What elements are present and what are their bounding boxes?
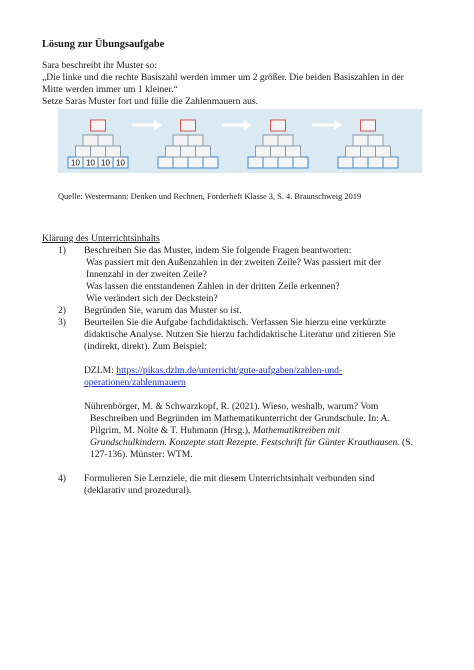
arrow-head-icon — [154, 120, 162, 130]
intro-line: Setze Saras Muster fort und fülle die Zahlenmauern aus. — [42, 96, 259, 107]
document-title: Lösung zur Übungsaufgabe — [42, 39, 165, 50]
item-number: 4) — [58, 473, 66, 484]
intro-line: Mitte werden immer um 1 kleiner.“ — [42, 84, 178, 95]
pikas-link[interactable]: https://pikas.dzlm.de/unterricht/gute-aufgaben/zahlen-und- — [116, 365, 343, 376]
dzlm-label: DZLM: — [84, 365, 114, 376]
list-item — [42, 473, 442, 497]
base-brick — [338, 157, 353, 168]
section-heading: Klärung des Unterrichtsinhalts — [42, 233, 160, 244]
item-number: 2) — [58, 305, 66, 316]
item-text: Begründen Sie, warum das Muster so ist. — [84, 305, 242, 316]
base-number: 10 — [86, 158, 95, 168]
item-text: (indirekt, direkt). Zum Beispiel: — [84, 341, 207, 352]
wall-brick — [271, 146, 286, 157]
reference-book-title: Grundschulkindern. Konzepte statt Rezepte. Festschrift für Günter Krauthausen. — [90, 437, 400, 448]
wall-brick — [91, 146, 106, 157]
wall-brick — [106, 146, 121, 157]
base-brick — [368, 157, 383, 168]
base-brick — [203, 157, 218, 168]
item-text: Beschreiben Sie das Muster, indem Sie folgende Fragen beantworten: — [84, 245, 352, 256]
base-brick — [383, 157, 398, 168]
reference-editors: Pilgrim, M. Nolte & T. Huhmann (Hrsg.), — [90, 425, 253, 436]
item-text: Wie verändert sich der Deckstein? — [86, 293, 218, 304]
wall-brick — [188, 135, 203, 146]
list-item — [42, 305, 442, 317]
wall-brick — [278, 135, 293, 146]
item-text: (deklarativ und prozedural). — [84, 485, 192, 496]
reference-text: Nührenbörger, M. & Schwarzkopf, R. (2021). Wieso, weshalb, warum? Vom — [84, 401, 379, 412]
base-brick — [353, 157, 368, 168]
wall-brick — [368, 135, 383, 146]
wall-brick — [376, 146, 391, 157]
base-brick — [248, 157, 263, 168]
wall-brick — [263, 135, 278, 146]
wall-brick — [256, 146, 271, 157]
reference-pages: (S. — [399, 437, 413, 448]
wall-brick — [166, 146, 181, 157]
base-number: 10 — [71, 158, 80, 168]
wall-brick — [286, 146, 301, 157]
wall-brick — [196, 146, 211, 157]
top-brick — [361, 120, 376, 131]
top-brick — [271, 120, 286, 131]
reference-text — [84, 437, 442, 449]
intro-line: „Die linke und die rechte Basiszahl werden immer um 2 größer. Die beiden Basiszahlen in der — [42, 72, 404, 83]
figure-source: Quelle: Westermann: Denken und Rechnen, Forderheft Klasse 3, S. 4. Braunschweig 2019 — [58, 192, 362, 201]
item-text: Was lassen die entstandenen Zahlen in der dritten Zeile erkennen? — [86, 281, 340, 292]
item-number: 3) — [58, 317, 66, 328]
base-brick — [293, 157, 308, 168]
wall-brick — [346, 146, 361, 157]
reference-text: 127-136). Münster: WTM. — [90, 449, 193, 460]
task-intro — [42, 60, 442, 108]
wall-brick — [76, 146, 91, 157]
item-text: Was passiert mit den Außenzahlen in der zweiten Zeile? Was passiert mit der — [86, 257, 382, 268]
item-text: Formulieren Sie Lernziele, die mit diesem Unterrichtsinhalt verbunden sind — [84, 473, 375, 484]
base-brick — [278, 157, 293, 168]
base-brick — [173, 157, 188, 168]
reference-book-title: Mathematiktreiben mit — [252, 425, 341, 436]
item-number: 1) — [58, 245, 66, 256]
dzlm-reference — [84, 365, 442, 377]
wall-brick — [361, 146, 376, 157]
arrow-head-icon — [334, 120, 342, 130]
wall-brick — [353, 135, 368, 146]
item-text: didaktische Analyse. Nutzen Sie hierzu fachdidaktische Literatur und zitieren Sie — [84, 329, 396, 340]
base-brick — [158, 157, 173, 168]
pikas-link-continued[interactable]: operationen/zahlenmauern — [84, 377, 186, 388]
list-item — [42, 245, 442, 305]
top-brick — [91, 120, 106, 131]
number-wall-figure — [58, 109, 422, 173]
item-text: Beurteilen Sie die Aufgabe fachdidaktisch. Verfassen Sie hierzu eine verkürzte — [84, 317, 386, 328]
list-item — [42, 317, 442, 461]
wall-brick — [83, 135, 98, 146]
arrow-head-icon — [244, 120, 252, 130]
top-brick — [181, 120, 196, 131]
base-brick — [263, 157, 278, 168]
reference-text: Beschreiben und Begründen im Mathematikunterricht der Grundschule. In: A. — [90, 413, 390, 424]
intro-line: Sara beschreibt ihr Muster so: — [42, 60, 158, 71]
task-list — [42, 245, 442, 497]
number-wall-illustration — [58, 109, 422, 173]
wall-brick — [98, 135, 113, 146]
reference-text — [84, 425, 442, 437]
base-number: 10 — [101, 158, 110, 168]
wall-brick — [173, 135, 188, 146]
base-number: 10 — [116, 158, 125, 168]
base-brick — [188, 157, 203, 168]
wall-brick — [181, 146, 196, 157]
item-text: Innenzahl in der zweiten Zeile? — [86, 269, 207, 280]
